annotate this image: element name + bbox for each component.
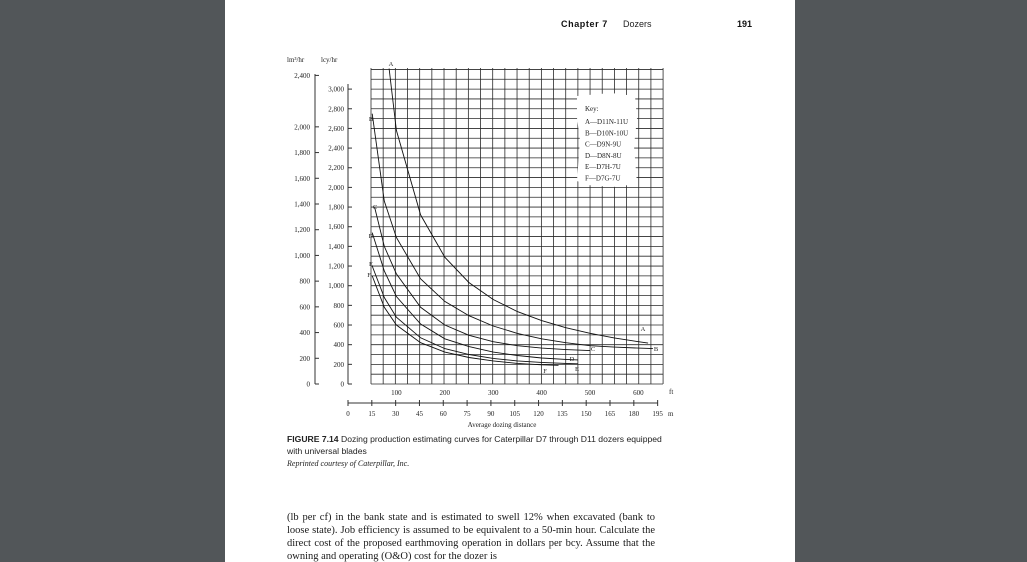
curve-label-a: A	[388, 61, 394, 68]
y-tick-label-imperial: 800	[333, 301, 344, 310]
x-tick-label-m: 180	[628, 410, 640, 418]
legend-title: Key:	[585, 105, 599, 113]
x-tick-label-m: 60	[439, 410, 447, 418]
page-number: 191	[737, 19, 753, 29]
x-tick-label-ft: 500	[584, 389, 596, 397]
y-tick-label-metric: 1,000	[294, 251, 310, 260]
y-tick-label-metric: 0	[306, 380, 310, 389]
y-tick-label-imperial: 400	[333, 341, 344, 350]
legend-entry: D—D8N-8U	[585, 151, 622, 160]
curve-end-label-e: E	[575, 366, 579, 373]
y-tick-label-metric: 200	[299, 354, 310, 363]
curve-label-b: B	[368, 116, 374, 123]
y-tick-label-metric: 1,600	[294, 174, 310, 183]
x-tick-label-m: 15	[368, 410, 376, 418]
curve-label-f: F	[367, 272, 371, 279]
y-tick-label-imperial: 1,600	[328, 223, 344, 232]
curve-label-c: C	[372, 204, 378, 211]
curve-label-e: E	[369, 261, 373, 268]
legend-entry: A—D11N-11U	[585, 118, 629, 126]
y-tick-label-imperial: 200	[333, 360, 344, 369]
y-tick-label-metric: 800	[299, 277, 310, 286]
legend-entry: F—D7G-7U	[585, 174, 621, 183]
y-tick-label-imperial: 600	[333, 321, 344, 330]
legend-entry: E—D7H-7U	[585, 163, 621, 172]
legend-entry: C—D9N-9U	[585, 140, 622, 149]
y-tick-label-imperial: 1,800	[328, 203, 344, 212]
x-tick-label-m: 165	[604, 410, 616, 418]
y-tick-label-imperial: 1,400	[328, 242, 344, 251]
y-tick-label-imperial: 2,000	[328, 183, 344, 192]
y-tick-label-metric: 1,200	[294, 226, 310, 235]
x-tick-label-ft: 200	[439, 389, 451, 397]
x-unit-ft: ft	[669, 388, 674, 396]
x-axis-title: Average dozing distance	[467, 421, 537, 429]
curve-end-label-f: F	[543, 368, 547, 375]
x-tick-label-ft: 600	[633, 389, 644, 397]
x-tick-label-m: 120	[533, 410, 544, 418]
x-tick-label-m: 30	[392, 410, 400, 418]
y-tick-label-imperial: 2,200	[328, 164, 344, 173]
y-tick-label-metric: 2,000	[294, 123, 310, 132]
y-tick-label-imperial: 2,800	[328, 105, 344, 114]
y-tick-label-imperial: 2,600	[328, 124, 344, 133]
figure-caption-text: Dozing production estimating curves for Caterpillar D7 through D11 dozers equipped with universal blades	[287, 434, 662, 456]
curve-end-label-a: A	[640, 326, 646, 333]
curve-c	[375, 207, 590, 351]
figure-caption	[287, 434, 667, 457]
book-page	[225, 0, 795, 562]
body-paragraph: (lb per cf) in the bank state and is estimated to swell 12% when excavated (bank to loose state). Job efficiency is assumed to be equivalent to a 50-min hour. Calculate the direct cost of the proposed earthmoving operation in dollars per bcy. Assume that the owning and operating (O&O) cost for the dozer is	[287, 512, 655, 562]
x-tick-label-m: 195	[652, 410, 663, 418]
x-tick-label-m: 105	[509, 410, 520, 418]
curve-label-d: D	[368, 233, 374, 240]
x-tick-label-m: 135	[557, 410, 568, 418]
figure-label: FIGURE 7.14	[287, 434, 339, 444]
y-tick-label-imperial: 1,000	[328, 282, 344, 291]
chapter-label: Chapter 7	[561, 19, 608, 29]
x-tick-label-m: 75	[463, 410, 471, 418]
y-axis-label-imperial: lcy/hr	[321, 56, 338, 64]
y-tick-label-metric: 2,400	[294, 71, 310, 80]
legend-entry: B—D10N-10U	[585, 129, 629, 138]
x-tick-label-m: 90	[487, 410, 495, 418]
x-tick-label-m: 45	[415, 410, 423, 418]
dozing-production-chart	[225, 0, 795, 432]
curve-end-label-c: C	[590, 346, 596, 353]
curve-d	[372, 233, 578, 360]
figure-credit: Reprinted courtesy of Caterpillar, Inc.	[287, 459, 410, 468]
y-tick-label-imperial: 1,200	[328, 262, 344, 271]
y-tick-label-metric: 1,400	[294, 200, 310, 209]
section-title: Dozers	[623, 19, 652, 29]
x-tick-label-m: 0	[346, 410, 350, 418]
y-tick-label-metric: 1,800	[294, 149, 310, 158]
x-unit-m: m	[668, 410, 674, 418]
curve-end-label-b: B	[653, 346, 659, 353]
curve-end-label-d: D	[569, 356, 575, 363]
x-tick-label-m: 150	[580, 410, 592, 418]
x-tick-label-ft: 100	[391, 389, 402, 397]
x-tick-label-ft: 400	[536, 389, 547, 397]
y-tick-label-metric: 400	[299, 329, 310, 338]
y-axis-label-metric: lm³/hr	[287, 56, 305, 64]
y-tick-label-imperial: 2,400	[328, 144, 344, 153]
y-tick-label-metric: 600	[299, 303, 310, 312]
x-tick-label-ft: 300	[487, 389, 499, 397]
y-tick-label-imperial: 3,000	[328, 85, 344, 94]
y-tick-label-imperial: 0	[340, 380, 344, 389]
